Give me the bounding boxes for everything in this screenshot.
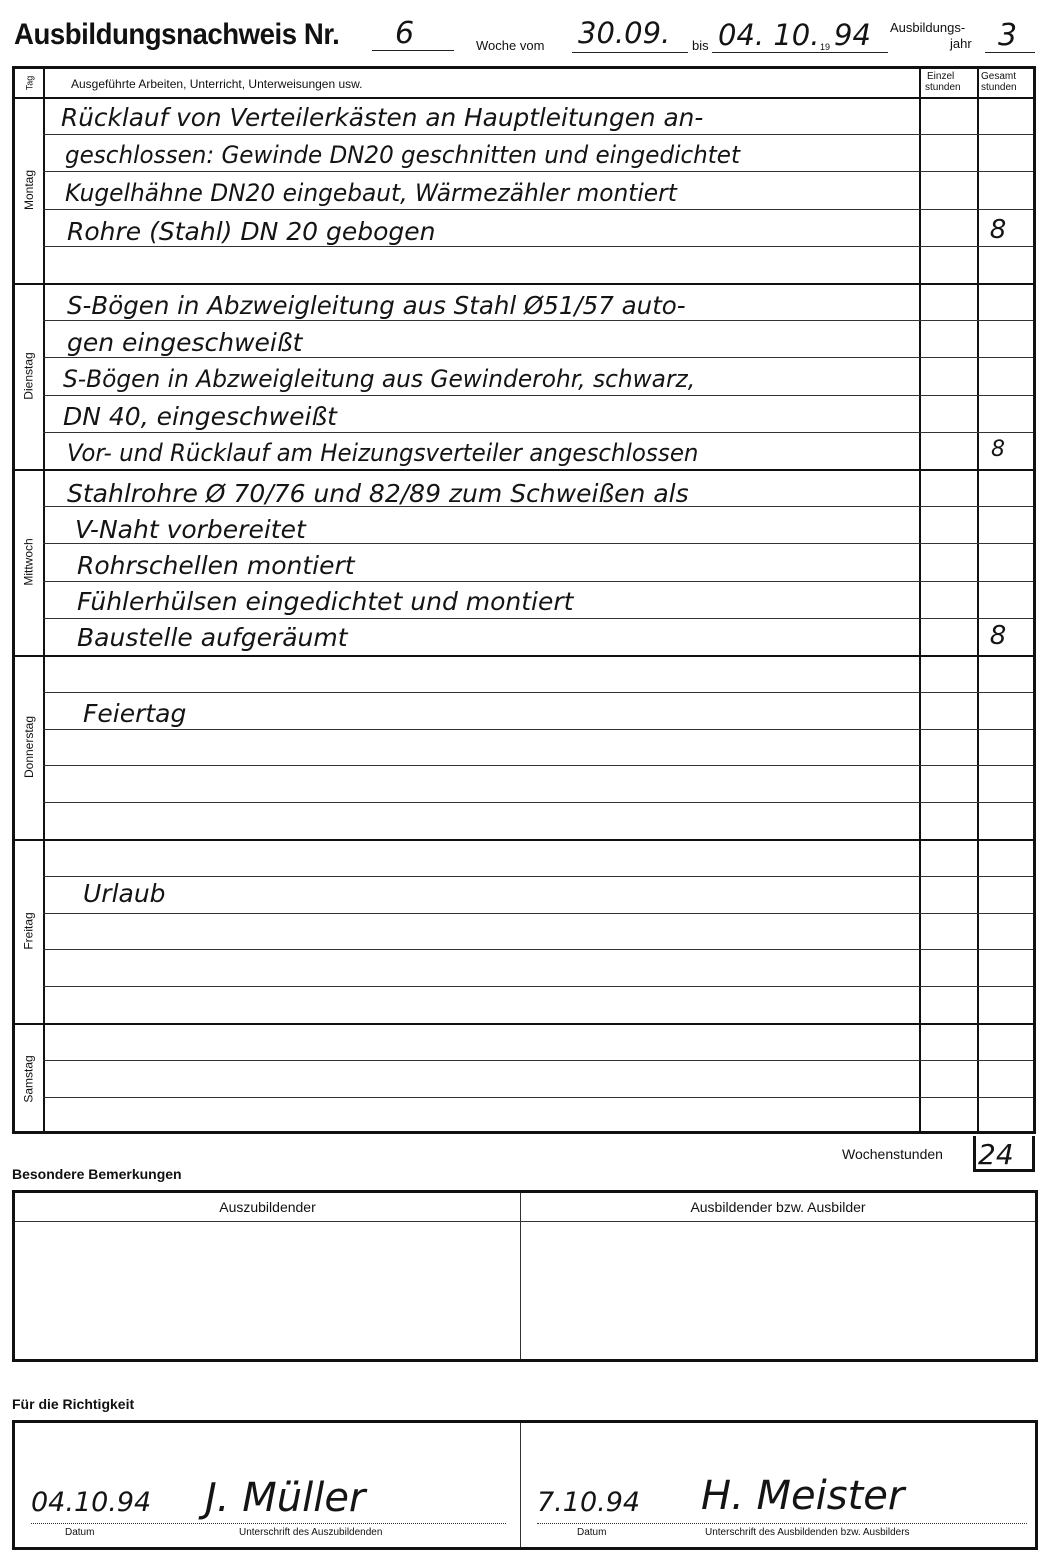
- richtigkeit-title: Für die Richtigkeit: [12, 1396, 135, 1412]
- remarks-title: Besondere Bemerkungen: [12, 1166, 182, 1182]
- week-to-date: 04. 10.: [718, 18, 820, 52]
- wochenstunden-value: 24: [978, 1138, 1014, 1171]
- col-einzel-header-1: Einzel: [927, 71, 955, 82]
- montag-line-1: Rücklauf von Verteilerkästen an Hauptleitungen an-: [61, 103, 704, 132]
- mittwoch-hours: 8: [989, 621, 1007, 651]
- signature-azubi: J. Müller: [205, 1475, 366, 1521]
- bis-label: bis: [692, 38, 709, 53]
- ruled-line: [43, 134, 1033, 135]
- wochenstunden-label: Wochenstunden: [842, 1146, 943, 1162]
- woche-label: Woche vom: [476, 38, 545, 53]
- dienstag-line-4: DN 40, eingeschweißt: [63, 402, 337, 431]
- freitag-line-1: Urlaub: [83, 879, 166, 908]
- ruled-line: [43, 802, 1033, 803]
- week-from-line: [572, 52, 688, 53]
- ruled-line: [43, 765, 1033, 766]
- day-divider-mittwoch: [15, 469, 1033, 471]
- ruled-line: [43, 246, 1033, 247]
- col-gesamt-header-2: stunden: [981, 82, 1017, 93]
- week-year: 94: [834, 18, 871, 52]
- year-prefix: 19: [820, 42, 831, 52]
- ruled-line: [43, 432, 1033, 433]
- ruled-line: [43, 320, 1033, 321]
- day-label-mittwoch: Mittwoch: [22, 538, 36, 586]
- day-label-dienstag: Dienstag: [22, 352, 36, 400]
- remarks-ausbilder-header: Ausbildender bzw. Ausbilder: [520, 1193, 1035, 1222]
- remarks-column-divider: [520, 1221, 521, 1359]
- remarks-azubi-header: Auszubildender: [15, 1193, 520, 1222]
- nachweis-number-line: [372, 50, 454, 51]
- day-label-freitag: Freitag: [22, 912, 37, 950]
- ruled-line: [43, 692, 1033, 693]
- ruled-line: [43, 618, 1033, 619]
- form-title: Ausbildungsnachweis Nr.: [14, 18, 340, 51]
- mittwoch-line-1: Stahlrohre Ø 70/76 und 82/89 zum Schweißen als: [67, 479, 689, 508]
- dienstag-line-3: S-Bögen in Abzweigleitung aus Gewinderohr, schwarz,: [63, 365, 696, 393]
- mittwoch-line-2: V-Naht vorbereitet: [75, 515, 306, 544]
- ruled-line: [43, 395, 1033, 396]
- day-divider-dienstag: [15, 283, 1033, 285]
- day-divider-freitag: [15, 839, 1033, 841]
- week-from-date: 30.09.: [578, 16, 671, 50]
- dienstag-hours: 8: [991, 437, 1005, 462]
- ruled-line: [43, 986, 1033, 987]
- signature-ausbilder: H. Meister: [701, 1473, 905, 1519]
- signature-column-divider: [520, 1423, 521, 1547]
- col-einzel-header-2: stunden: [925, 82, 961, 93]
- dienstag-line-2: gen eingeschweißt: [67, 328, 303, 357]
- day-divider-samstag: [15, 1023, 1033, 1025]
- col-gesamt-header-1: Gesamt: [981, 71, 1017, 82]
- col-tag-header: Tag: [23, 75, 34, 91]
- donnerstag-line-1: Feiertag: [83, 699, 187, 728]
- week-to-line: [712, 52, 888, 53]
- ruled-line: [43, 357, 1033, 358]
- weekly-report-table: [12, 66, 1036, 1134]
- ausbilder-signature-label: Unterschrift des Ausbildenden bzw. Ausbilders: [705, 1527, 910, 1538]
- ruled-line: [43, 876, 1033, 877]
- ausbilder-sign-line: [537, 1523, 1027, 1524]
- azubi-sign-line: [31, 1523, 506, 1524]
- date-azubi: 04.10.94: [31, 1487, 152, 1518]
- date-ausbilder: 7.10.94: [537, 1487, 641, 1518]
- montag-line-3: Kugelhähne DN20 eingebaut, Wärmezähler montiert: [65, 179, 677, 207]
- mittwoch-line-5: Baustelle aufgeräumt: [77, 623, 348, 652]
- ruled-line: [43, 171, 1033, 172]
- day-divider-donnerstag: [15, 655, 1033, 657]
- ausbildungsjahr-label-1: Ausbildungs-: [890, 20, 966, 35]
- ruled-line: [43, 949, 1033, 950]
- datum-label-left: Datum: [65, 1527, 95, 1538]
- datum-label-right: Datum: [577, 1527, 607, 1538]
- ausbildungsjahr-value: 3: [998, 18, 1018, 53]
- ruled-line: [43, 913, 1033, 914]
- montag-line-4: Rohre (Stahl) DN 20 gebogen: [67, 217, 436, 246]
- ruled-line: [43, 1097, 1033, 1098]
- day-label-samstag: Samstag: [22, 1054, 37, 1103]
- ruled-line: [43, 581, 1033, 582]
- day-label-montag: Montag: [22, 169, 36, 211]
- mittwoch-line-3: Rohrschellen montiert: [77, 551, 355, 580]
- dienstag-line-1: S-Bögen in Abzweigleitung aus Stahl Ø51/57 auto-: [67, 291, 686, 320]
- ruled-line: [43, 729, 1033, 730]
- einzel-column-divider: [919, 69, 921, 1131]
- ruled-line: [43, 1060, 1033, 1061]
- ruled-line: [43, 209, 1033, 210]
- signature-box: [12, 1420, 1038, 1550]
- col-work-header: Ausgeführte Arbeiten, Unterricht, Unterweisungen usw.: [71, 77, 363, 91]
- header-row-divider: [15, 97, 1033, 99]
- montag-hours: 8: [989, 215, 1007, 245]
- mittwoch-line-4: Fühlerhülsen eingedichtet und montiert: [77, 587, 574, 616]
- ausbildungsjahr-label-2: jahr: [950, 36, 972, 51]
- remarks-box: [12, 1190, 1038, 1362]
- nachweis-number: 6: [395, 16, 415, 51]
- dienstag-line-5: Vor- und Rücklauf am Heizungsverteiler angeschlossen: [67, 439, 699, 467]
- montag-line-2: geschlossen: Gewinde DN20 geschnitten und eingedichtet: [65, 141, 740, 169]
- day-label-donnerstag: Donnerstag: [22, 715, 37, 779]
- azubi-signature-label: Unterschrift des Auszubildenden: [239, 1527, 383, 1538]
- ausbildungsjahr-line: [985, 52, 1035, 53]
